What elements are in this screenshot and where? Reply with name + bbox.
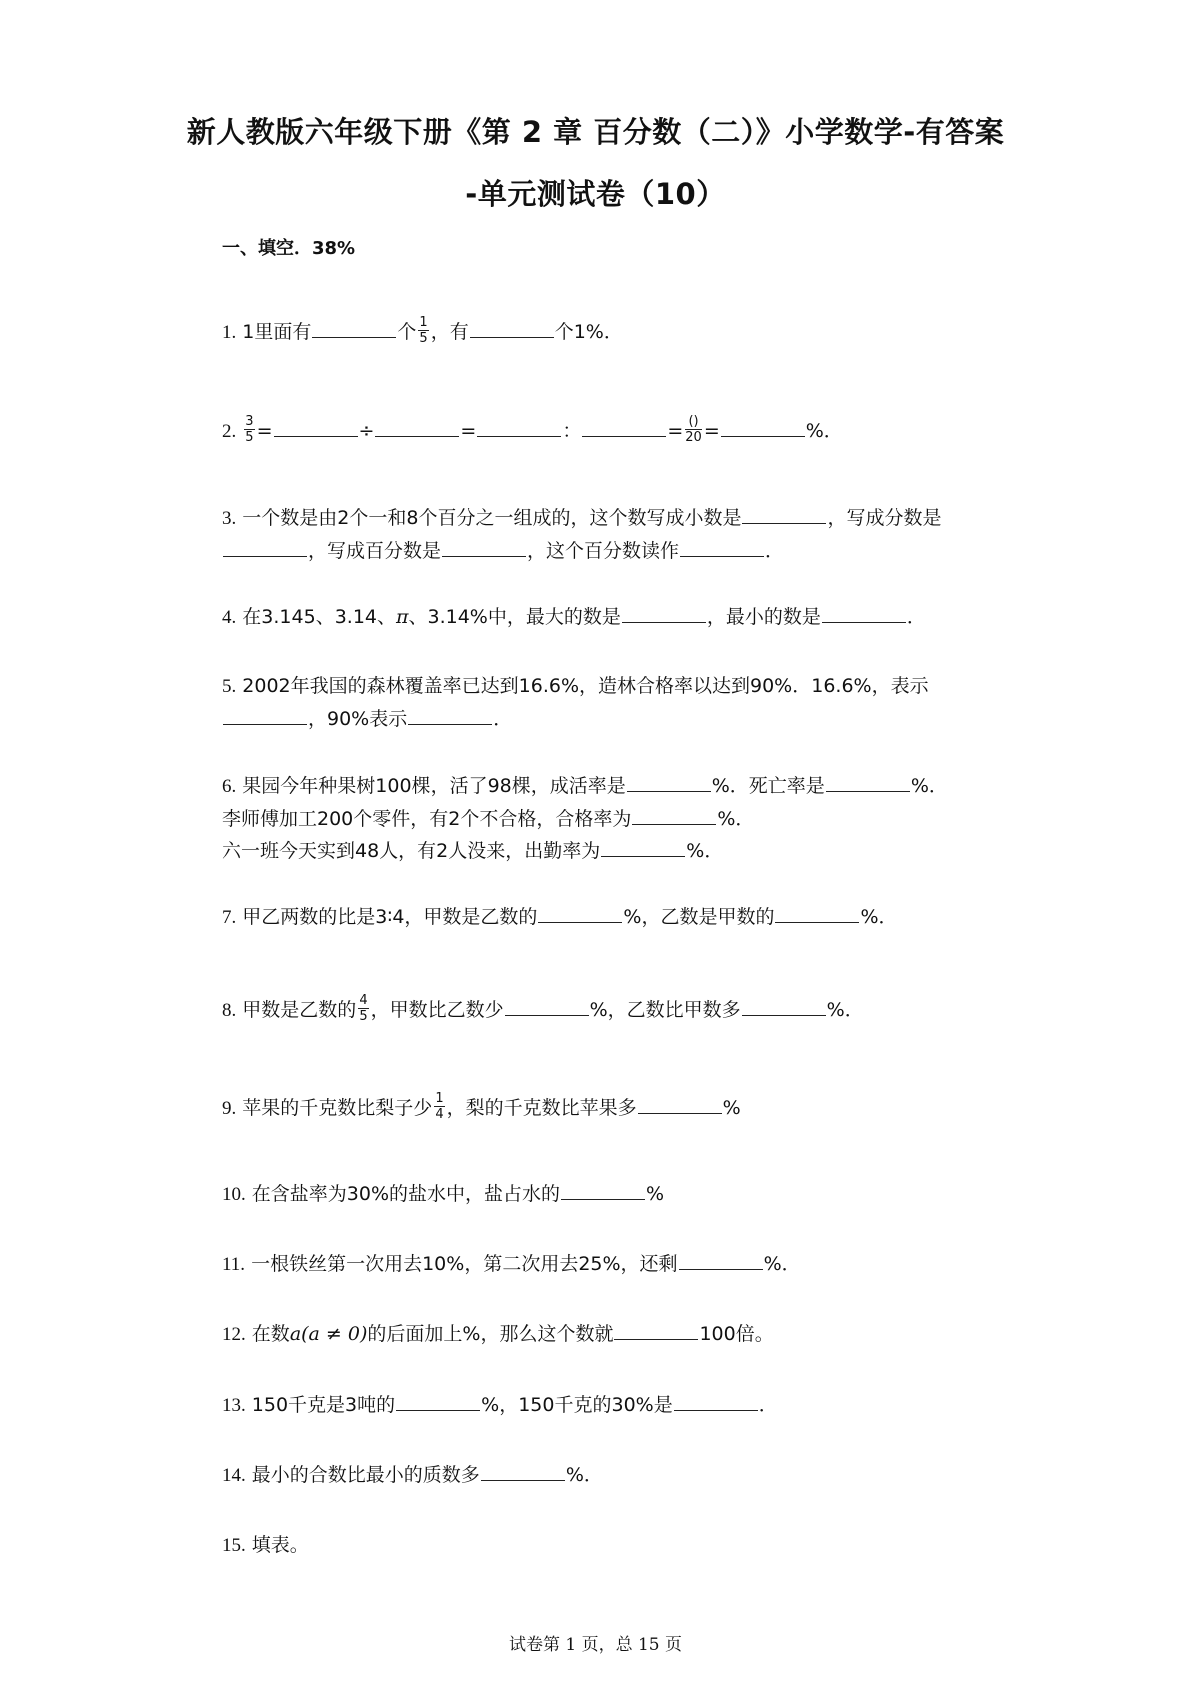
- question-number: 3.: [222, 508, 237, 529]
- question-number: 7.: [222, 907, 237, 928]
- question-text: %，乙数比甲数多: [589, 999, 741, 1021]
- equals-sign: =: [460, 420, 477, 442]
- question-text: 六一班今天实到48人，有2人没来，出勤率为: [222, 840, 601, 862]
- fraction: [244, 414, 254, 445]
- question-text: %．死亡率是: [711, 775, 825, 797]
- answer-blank[interactable]: [601, 838, 685, 857]
- question-text: 填表。: [251, 1534, 309, 1556]
- page-footer: 试卷第 1 页，总 15 页: [508, 1635, 683, 1655]
- condition-expression: (a ≠ 0): [301, 1323, 368, 1345]
- answer-blank[interactable]: [442, 538, 526, 557]
- answer-blank[interactable]: [312, 319, 396, 338]
- answer-blank[interactable]: [505, 997, 589, 1016]
- answer-blank[interactable]: [470, 319, 554, 338]
- question-number: 13.: [222, 1395, 246, 1416]
- variable-a: a: [289, 1323, 302, 1345]
- question-text: ，这个百分数读作: [527, 540, 680, 562]
- question-text: %．: [826, 999, 864, 1021]
- question-text: %．: [805, 420, 843, 442]
- question-text: ，写成分数是: [827, 507, 942, 529]
- answer-blank[interactable]: [822, 604, 906, 623]
- answer-blank[interactable]: [614, 1321, 698, 1340]
- question-text: ，梨的千克数比苹果多: [446, 1097, 637, 1119]
- question-text: 苹果的千克数比梨子少: [242, 1097, 433, 1119]
- question-9: [222, 1092, 1022, 1125]
- answer-blank[interactable]: [375, 418, 459, 437]
- question-number: 12.: [222, 1324, 246, 1345]
- division-sign: ÷: [358, 420, 375, 442]
- question-text: 在3.145、3.14、: [242, 606, 396, 628]
- answer-blank[interactable]: [408, 706, 492, 725]
- question-text: %．: [860, 906, 898, 928]
- question-number: 4.: [222, 607, 237, 628]
- answer-blank[interactable]: [223, 706, 307, 725]
- answer-blank[interactable]: [826, 773, 910, 792]
- fraction: [418, 315, 428, 346]
- answer-blank[interactable]: [274, 418, 358, 437]
- question-text: 1里面有: [242, 321, 312, 343]
- fraction-denominator: 20: [685, 430, 702, 445]
- fraction-denominator: 5: [359, 1009, 368, 1024]
- answer-blank[interactable]: [638, 1095, 722, 1114]
- answer-blank[interactable]: [632, 806, 716, 825]
- answer-blank[interactable]: [561, 1181, 645, 1200]
- pi-symbol: π: [396, 606, 409, 628]
- fraction-denominator: 4: [435, 1107, 444, 1122]
- fraction-numerator: 3: [245, 414, 254, 429]
- answer-blank[interactable]: [223, 538, 307, 557]
- question-text: ．: [758, 1394, 778, 1416]
- question-11: [222, 1248, 1022, 1281]
- question-text: %: [722, 1097, 741, 1119]
- question-number: 5.: [222, 676, 237, 697]
- answer-blank[interactable]: [481, 1462, 565, 1481]
- fraction-denominator: 5: [419, 331, 428, 346]
- answer-blank[interactable]: [721, 418, 805, 437]
- question-text: 最小的合数比最小的质数多: [251, 1464, 480, 1486]
- question-8: [222, 994, 1022, 1027]
- question-text: %．: [910, 775, 948, 797]
- question-text: 个1%．: [554, 321, 623, 343]
- question-number: 9.: [222, 1098, 237, 1119]
- title-line-2: -单元测试卷（10）: [465, 177, 726, 211]
- question-text: 李师傅加工200个零件，有2个不合格，合格率为: [222, 808, 632, 830]
- question-number: 11.: [222, 1254, 246, 1275]
- title-line-1: 新人教版六年级下册《第 2 章 百分数（二）》小学数学-有答案: [186, 115, 1005, 149]
- answer-blank[interactable]: [680, 538, 764, 557]
- question-text: ，90%表示: [308, 708, 408, 730]
- question-5: [222, 670, 1022, 735]
- question-number: 8.: [222, 1000, 237, 1021]
- fraction-numerator: (): [685, 414, 702, 430]
- answer-blank[interactable]: [477, 418, 561, 437]
- question-text: %．: [565, 1464, 603, 1486]
- question-text: 果园今年种果树100棵，活了98棵，成活率是: [242, 775, 626, 797]
- question-7: [222, 901, 1022, 934]
- question-text: 150千克是3吨的: [251, 1394, 396, 1416]
- question-13: [222, 1389, 1022, 1422]
- question-number: 15.: [222, 1535, 246, 1556]
- answer-blank[interactable]: [396, 1392, 480, 1411]
- fraction-numerator: 1: [435, 1091, 444, 1106]
- question-6: [222, 770, 1022, 867]
- equals-sign: =: [256, 420, 273, 442]
- question-text: 甲数是乙数的: [242, 999, 357, 1021]
- fraction-denominator: 5: [245, 430, 254, 445]
- question-number: 2.: [222, 421, 237, 442]
- question-text: 100倍。: [699, 1323, 774, 1345]
- question-text: %，150千克的30%是: [481, 1394, 673, 1416]
- fraction: [685, 414, 702, 445]
- question-text: %: [646, 1183, 665, 1205]
- question-12: [222, 1318, 1022, 1351]
- answer-blank[interactable]: [742, 505, 826, 524]
- question-4: [222, 601, 1022, 634]
- question-14: [222, 1459, 1022, 1492]
- answer-blank[interactable]: [679, 1251, 763, 1270]
- fraction: [358, 993, 368, 1024]
- answer-blank[interactable]: [538, 904, 622, 923]
- section-heading: 一、填空．38%: [222, 238, 356, 259]
- ratio-sign: ：: [562, 420, 582, 442]
- question-15: [222, 1529, 1022, 1562]
- answer-blank[interactable]: [775, 904, 859, 923]
- question-text: ．: [765, 540, 785, 562]
- answer-blank[interactable]: [582, 418, 666, 437]
- question-text: ，甲数比乙数少: [370, 999, 504, 1021]
- answer-blank[interactable]: [674, 1392, 758, 1411]
- question-text: %，乙数是甲数的: [623, 906, 775, 928]
- question-text: %．: [763, 1253, 801, 1275]
- fraction-numerator: 4: [359, 993, 368, 1008]
- equals-sign: =: [667, 420, 684, 442]
- question-number: 10.: [222, 1184, 246, 1205]
- answer-blank[interactable]: [622, 604, 706, 623]
- equals-sign: =: [703, 420, 720, 442]
- question-text: 在含盐率为30%的盐水中，盐占水的: [251, 1183, 561, 1205]
- question-2: [222, 415, 1022, 448]
- question-text: ，有: [430, 321, 469, 343]
- question-number: 14.: [222, 1465, 246, 1486]
- question-text: %．: [717, 808, 755, 830]
- question-text: 的后面加上%，那么这个数就: [367, 1323, 614, 1345]
- fraction-numerator: 1: [419, 315, 428, 330]
- question-3: [222, 502, 1022, 567]
- question-text: %．: [686, 840, 724, 862]
- question-text: 一根铁丝第一次用去10%，第二次用去25%，还剩: [251, 1253, 678, 1275]
- question-text: 甲乙两数的比是3∶4，甲数是乙数的: [242, 906, 538, 928]
- question-10: [222, 1178, 1022, 1211]
- question-text: 在数: [251, 1323, 290, 1345]
- question-1: [222, 316, 1022, 349]
- question-text: ，最小的数是: [706, 606, 821, 628]
- fraction: [434, 1091, 444, 1122]
- question-number: 1.: [222, 322, 237, 343]
- question-text: ．: [906, 606, 926, 628]
- question-text: 个: [397, 321, 417, 343]
- question-text: 2002年我国的森林覆盖率已达到16.6%，造林合格率以达到90%．16.6%，表示: [242, 675, 929, 697]
- answer-blank[interactable]: [627, 773, 711, 792]
- question-number: 6.: [222, 776, 237, 797]
- answer-blank[interactable]: [742, 997, 826, 1016]
- question-text: ．: [493, 708, 513, 730]
- question-text: 一个数是由2个一和8个百分之一组成的，这个数写成小数是: [242, 507, 742, 529]
- question-text: 、3.14%中，最大的数是: [408, 606, 621, 628]
- question-text: ，写成百分数是: [308, 540, 442, 562]
